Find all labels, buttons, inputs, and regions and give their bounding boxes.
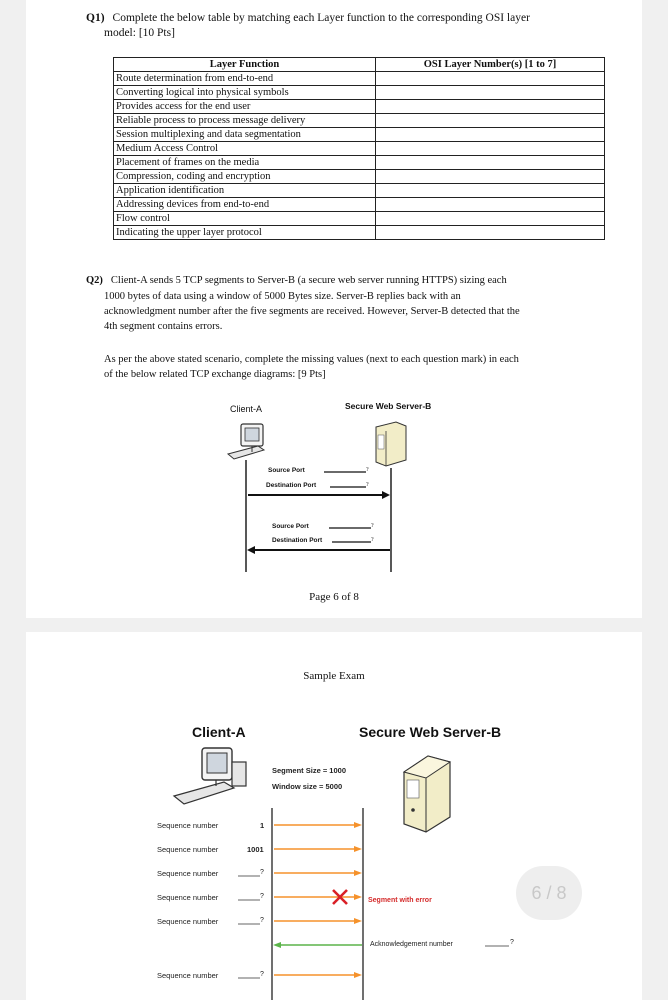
diagram1-server-label: Secure Web Server-B xyxy=(345,401,432,411)
sequence-value: ? xyxy=(260,869,264,876)
ack-number-label: Acknowledgement number xyxy=(370,941,453,948)
layer-function-cell: Indicating the upper layer protocol xyxy=(114,226,376,240)
table-row xyxy=(114,156,605,170)
table-row xyxy=(114,72,605,86)
page-indicator-badge[interactable]: 6 / 8 xyxy=(516,866,582,920)
layer-function-cell: Converting logical into physical symbols xyxy=(114,86,376,100)
sequence-value: ? xyxy=(260,893,264,900)
layer-function-cell: Reliable process to process message delivery xyxy=(114,114,376,128)
exam-page-6 xyxy=(26,0,642,618)
osi-layer-answer-cell[interactable] xyxy=(376,86,605,100)
sequence-number-label: Sequence number xyxy=(157,971,219,980)
q2-number: Q2) xyxy=(86,275,103,286)
sequence-number-label: Sequence number xyxy=(157,917,219,926)
q2-line4: 4th segment contains errors. xyxy=(104,321,223,332)
tcp-sequence-diagram xyxy=(26,632,642,1000)
q1-text-line1: Complete the below table by matching each Layer function to the corresponding OSI layer xyxy=(112,12,530,24)
table-row xyxy=(114,86,605,100)
window-size-label: Window size = 5000 xyxy=(272,782,343,791)
diagram1-client-label: Client-A xyxy=(230,404,263,414)
layer-function-cell: Medium Access Control xyxy=(114,142,376,156)
layer-function-cell: Route determination from end-to-end xyxy=(114,72,376,86)
table-row xyxy=(114,170,605,184)
table-row xyxy=(114,212,605,226)
table-header-function: Layer Function xyxy=(114,58,376,72)
osi-layer-answer-cell[interactable] xyxy=(376,100,605,114)
q2-heading xyxy=(86,273,507,288)
qmark: ? xyxy=(366,467,369,473)
sequence-number-label: Sequence number xyxy=(157,845,219,854)
computer-icon xyxy=(174,748,246,804)
table-row xyxy=(114,142,605,156)
computer-icon xyxy=(228,424,264,459)
q2-line3: acknowledgment number after the five segments are received. However, Server-B detected that the xyxy=(104,306,520,317)
server-icon xyxy=(376,422,406,466)
sequence-number-label: Sequence number xyxy=(157,869,219,878)
client-label: Client-A xyxy=(192,724,246,740)
layer-function-cell: Flow control xyxy=(114,212,376,226)
table-row xyxy=(114,128,605,142)
osi-layer-answer-cell[interactable] xyxy=(376,142,605,156)
osi-layer-answer-cell[interactable] xyxy=(376,72,605,86)
page-header: Sample Exam xyxy=(303,670,365,682)
layer-function-cell: Provides access for the end user xyxy=(114,100,376,114)
osi-layer-answer-cell[interactable] xyxy=(376,128,605,142)
q2-para2-line2: of the below related TCP exchange diagrams: [9 Pts] xyxy=(104,369,326,380)
osi-layer-answer-cell[interactable] xyxy=(376,184,605,198)
page-number-text: Page 6 of 8 xyxy=(309,591,359,603)
layer-function-cell: Compression, coding and encryption xyxy=(114,170,376,184)
segment-error-label: Segment with error xyxy=(368,897,432,904)
table-row xyxy=(114,184,605,198)
osi-layer-table xyxy=(113,57,605,240)
osi-layer-answer-cell[interactable] xyxy=(376,170,605,184)
table-row xyxy=(114,100,605,114)
q1-heading xyxy=(86,11,530,26)
destination-port-label: Destination Port xyxy=(272,537,323,544)
table-header-layer: OSI Layer Number(s) [1 to 7] xyxy=(376,58,605,72)
q1-number: Q1) xyxy=(86,12,105,24)
q1-text-line2: model: [10 Pts] xyxy=(104,27,175,39)
server-icon xyxy=(404,756,450,832)
osi-layer-answer-cell[interactable] xyxy=(376,212,605,226)
source-port-label: Source Port xyxy=(272,523,309,530)
osi-layer-answer-cell[interactable] xyxy=(376,114,605,128)
sequence-value: ? xyxy=(260,917,264,924)
sequence-value: 1 xyxy=(260,821,265,830)
sequence-number-label: Sequence number xyxy=(157,821,219,830)
q2-line1: Client-A sends 5 TCP segments to Server-B (a secure web server running HTTPS) sizing each xyxy=(110,275,507,286)
exam-page-7 xyxy=(26,632,642,1000)
table-row xyxy=(114,198,605,212)
qmark: ? xyxy=(371,523,374,529)
q2-para2-line1: As per the above stated scenario, complete the missing values (next to each question mark) in each xyxy=(104,354,519,365)
osi-layer-answer-cell[interactable] xyxy=(376,198,605,212)
osi-layer-answer-cell[interactable] xyxy=(376,226,605,240)
layer-function-cell: Addressing devices from end-to-end xyxy=(114,198,376,212)
layer-function-cell: Session multiplexing and data segmentation xyxy=(114,128,376,142)
table-row xyxy=(114,226,605,240)
table-row xyxy=(114,114,605,128)
destination-port-label: Destination Port xyxy=(266,482,317,489)
osi-layer-answer-cell[interactable] xyxy=(376,156,605,170)
qmark: ? xyxy=(366,482,369,488)
ack-qmark: ? xyxy=(510,939,514,946)
sequence-number-label: Sequence number xyxy=(157,893,219,902)
sequence-value: ? xyxy=(260,971,264,978)
q2-line2: 1000 bytes of data using a window of 5000 Bytes size. Server-B replies back with an xyxy=(104,291,461,302)
tcp-port-diagram xyxy=(26,390,642,590)
source-port-label: Source Port xyxy=(268,467,305,474)
sequence-value: 1001 xyxy=(247,845,264,854)
qmark: ? xyxy=(371,537,374,543)
segment-size-label: Segment Size = 1000 xyxy=(272,766,346,775)
layer-function-cell: Placement of frames on the media xyxy=(114,156,376,170)
page-footer xyxy=(26,591,642,603)
server-label: Secure Web Server-B xyxy=(359,724,502,740)
layer-function-cell: Application identification xyxy=(114,184,376,198)
